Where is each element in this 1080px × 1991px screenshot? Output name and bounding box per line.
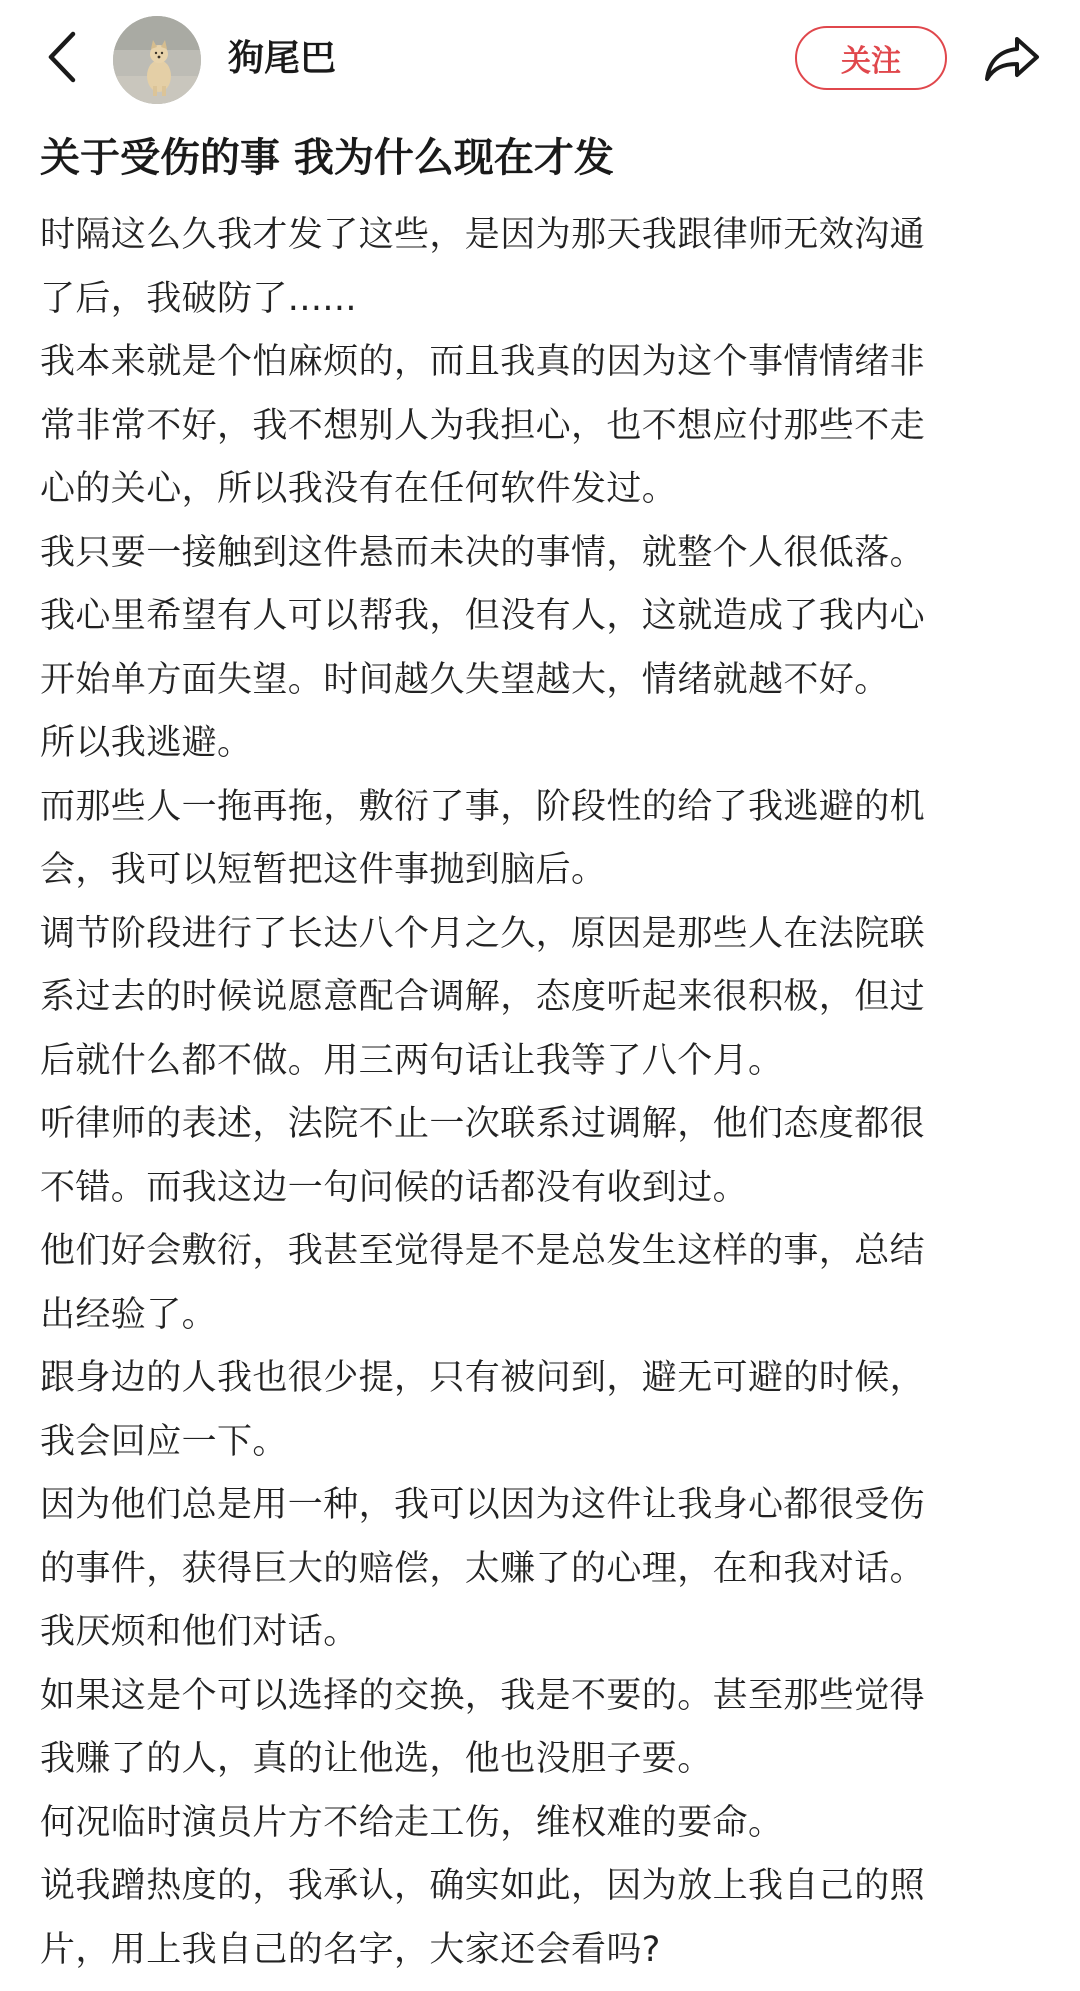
- body-line: 何况临时演员片方不给走工伤，维权难的要命。: [40, 1802, 784, 1843]
- back-button[interactable]: [30, 22, 94, 92]
- body-line: 时隔这么久我才发了这些，是因为那天我跟律师无效沟通: [40, 215, 926, 255]
- follow-button[interactable]: 关注: [795, 26, 947, 90]
- body-line: 系过去的时候说愿意配合调解，态度听起来很积极，但过: [40, 977, 926, 1017]
- post-title: 关于受伤的事 我为什么现在才发: [40, 135, 614, 181]
- dog-photo-avatar: [113, 16, 201, 104]
- post-body: [40, 204, 1050, 1982]
- body-line: 我本来就是个怕麻烦的，而且我真的因为这个事情情绪非: [40, 342, 926, 382]
- share-button[interactable]: [980, 26, 1044, 90]
- avatar[interactable]: [113, 16, 201, 104]
- share-arrow-icon: [983, 33, 1041, 83]
- body-line: 片，用上我自己的名字，大家还会看吗?: [40, 1929, 661, 1970]
- back-arrow-icon: [45, 30, 79, 84]
- body-line: 后就什么都不做。用三两句话让我等了八个月。: [40, 1040, 784, 1081]
- body-line: 的事件，获得巨大的赔偿，太赚了的心理，在和我对话。: [40, 1548, 926, 1589]
- body-line: 如果这是个可以选择的交换，我是不要的。甚至那些觉得: [40, 1675, 926, 1716]
- body-line: 会，我可以短暂把这件事抛到脑后。: [40, 850, 607, 890]
- body-line: 调节阶段进行了长达八个月之久，原因是那些人在法院联: [40, 913, 926, 954]
- body-line: 心的关心，所以我没有在任何软件发过。: [40, 469, 678, 509]
- body-line: 常非常不好，我不想别人为我担心，也不想应付那些不走: [40, 405, 926, 446]
- body-line: 他们好会敷衍，我甚至觉得是不是总发生这样的事，总结: [40, 1231, 926, 1271]
- body-line: 所以我逃避。: [40, 723, 253, 763]
- body-line: 不错。而我这边一句问候的话都没有收到过。: [40, 1167, 749, 1208]
- body-line: 因为他们总是用一种，我可以因为这件让我身心都很受伤: [40, 1485, 926, 1525]
- body-line: 开始单方面失望。时间越久失望越大，情绪就越不好。: [40, 659, 890, 700]
- body-line: 我只要一接触到这件悬而未决的事情，就整个人很低落。: [40, 532, 926, 573]
- body-line: 出经验了。: [40, 1294, 218, 1335]
- body-line: 而那些人一拖再拖，敷衍了事，阶段性的给了我逃避的机: [40, 786, 926, 827]
- body-line: 我会回应一下。: [40, 1421, 288, 1462]
- body-line: 我厌烦和他们对话。: [40, 1612, 359, 1652]
- author-name[interactable]: 狗尾巴: [228, 38, 337, 79]
- body-line: 跟身边的人我也很少提，只有被问到，避无可避的时候，: [40, 1358, 926, 1398]
- body-line: 了后，我破防了......: [40, 278, 357, 319]
- body-line: 说我蹭热度的，我承认，确实如此，因为放上我自己的照: [40, 1866, 926, 1906]
- body-line: 听律师的表述，法院不止一次联系过调解，他们态度都很: [40, 1104, 926, 1144]
- body-line: 我赚了的人，真的让他选，他也没胆子要。: [40, 1739, 713, 1779]
- top-bar: [0, 0, 1080, 122]
- body-line: 我心里希望有人可以帮我，但没有人，这就造成了我内心: [40, 596, 926, 636]
